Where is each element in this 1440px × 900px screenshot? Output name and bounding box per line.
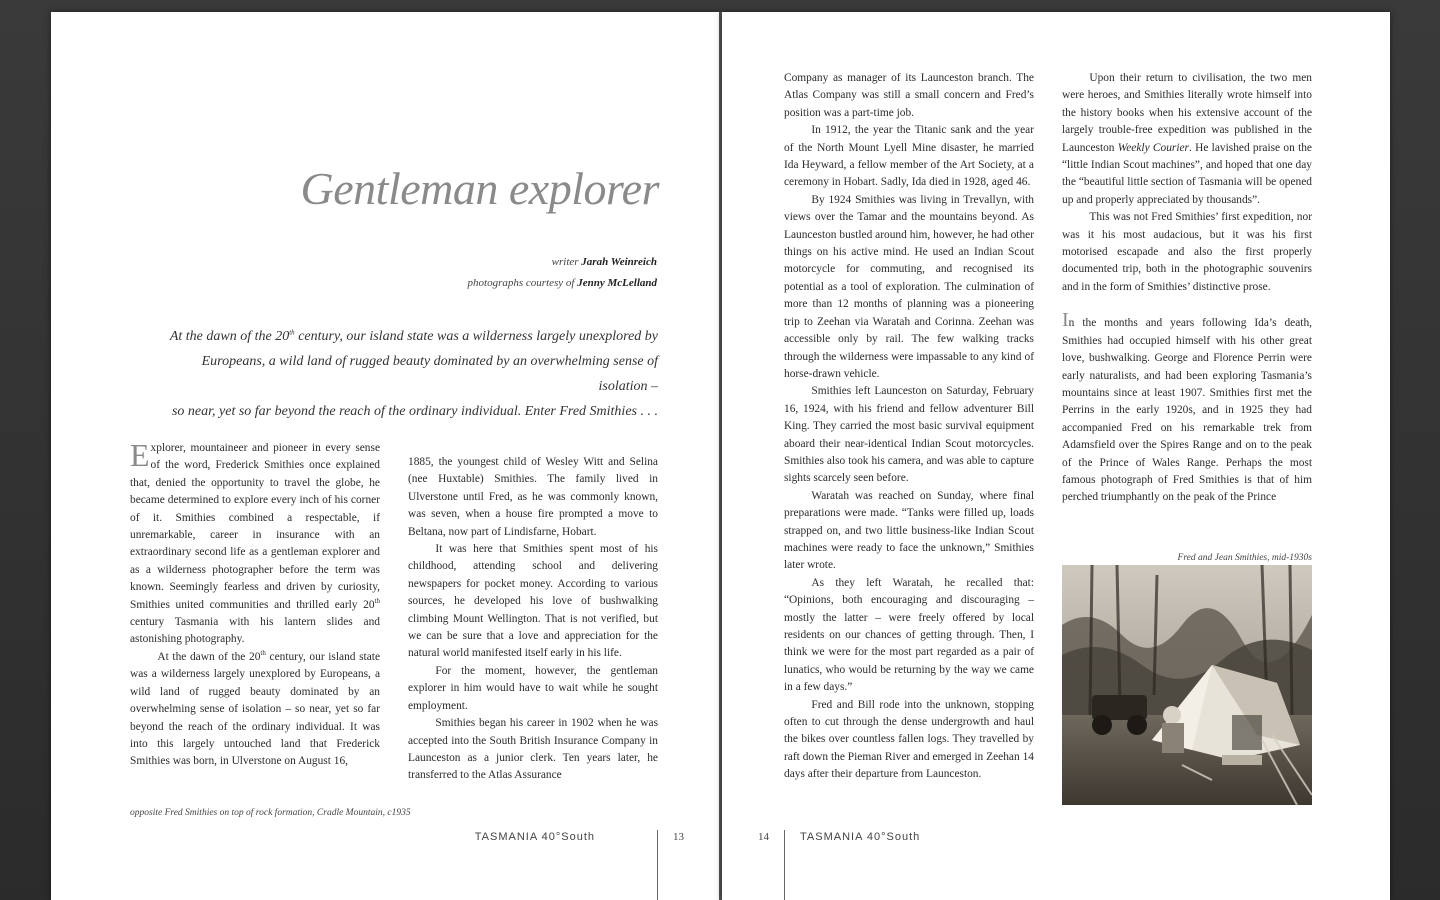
paragraph: At the dawn of the 20th century, our island state was a wilderness largely unexplored by Europeans, a wild land of rugged beauty dominated by an overwhelming sense of isolation – so near, yet so far beyond the reach of the ordinary individual. It was into this largely untouched land that Frederick Smithies was born, in Ulverstone on August 16, (130, 649, 381, 768)
body-column-1 (130, 437, 381, 771)
writer-credit (468, 252, 657, 273)
intro-line-1: At the dawn of the 20th century, our island state was a wilderness largely unexplored by (169, 328, 658, 344)
paragraph: By 1924 Smithies was living in Trevallyn, with views over the Tamar and the mountains beyond. As Launceston bustled around him, however, he had other things on his active mind. He used an Indian Scout motorcycle for commuting, and recognised its potential as a tool of exploration. The culmination of more than 12 months of planning was a pioneering trip to Zeehan via Waratah and Corinna. Zeehan was accessible only by rail. The few walking tracks through the wilderness were impassable to any kind of horse-drawn vehicle. (784, 193, 1034, 380)
paragraph: In 1912, the year the Titanic sank and the year of the North Mount Lyell Mine disaster, he married Ida Heyward, a fellow member of the Art Society, at a ceremony in Hobart. Sadly, Ida died in 1928, aged 46. (784, 124, 1034, 189)
body-column-2 (408, 454, 658, 785)
body-column-4 (1062, 70, 1312, 507)
writer-label: writer (551, 256, 579, 268)
paragraph: It was here that Smithies spent most of his childhood, attending school and delivering newspapers for pocket money. According to various sources, he developed his love of bushwalking climbing Mount Wellington. That is not verified, but we can be sure that a love and appreciation for the natural world manifested itself early in his life. (408, 543, 658, 660)
photos-label: photographs courtesy of (467, 277, 575, 289)
writer-name: Jarah Weinreich (581, 256, 657, 268)
drop-cap: E (130, 437, 150, 473)
magazine-name: TASMANIA 40°South (800, 831, 921, 843)
page-number: 13 (673, 831, 684, 843)
paragraph: For the moment, however, the gentleman explorer in him would have to wait while he sought employment. (408, 664, 658, 712)
paragraph: Upon their return to civilisation, the two men were heroes, and Smithies literally wrote himself into the history books when his extensive account of the largely trouble-free expedition was published in the Launceston Weekly Courier. He lavished praise on the “little Indian Scout machines”, and hoped that one day the “beautiful little section of Tasmania will be opened up and properly appreciated by thousands”. (1062, 72, 1312, 206)
newspaper-title: Weekly Courier (1117, 141, 1189, 154)
paragraph: 1885, the youngest child of Wesley Witt and Selina (nee Huxtable) Smithies. The family lived in Ulverstone until Fred, as he was commonly known, was seven, when a house fire prompted a move to Beltana, now part of Lindisfarne, Hobart. (408, 456, 658, 538)
opposite-caption: opposite Fred Smithies on top of rock formation, Cradle Mountain, c1935 (130, 808, 411, 818)
article-title: Gentleman explorer (300, 163, 659, 214)
paragraph: This was not Fred Smithies’ first expedition, nor was it his most audacious, but it was his first motorised escapade and also the first properly documented trip, both in the photographic souvenirs and in the form of Smithies’ distinctive prose. (1062, 211, 1312, 293)
paragraph: In the months and years following Ida’s death, Smithies had occupied himself with his other great love, bushwalking. George and Florence Perrin were early naturalists, and had been exploring Tasmania’s mountains since at least 1907. Smithies first met the Perrins in the early 1920s, and in 1925 they had accompanied Fred on his remarkable trek from Adamsfield over the Spires Range and on to the peak of the Prince of Wales Range. Perhaps the most famous photograph of Fred Smithies is that of him perched triumphantly on the peak of the Prince (1062, 309, 1312, 504)
footer-rule (657, 830, 658, 900)
photo-credit (468, 273, 657, 294)
paragraph: As they left Waratah, he recalled that: “Opinions, both encouraging and discouraging – mostly the latter – were freely offered by local residents on our chances of getting through. Then, I think we were for the most part regarded as a pair of lunatics, who would be returning by the way we came in a few days.” (784, 576, 1034, 694)
paragraph: Company as manager of its Launceston branch. The Atlas Company was still a small concern and Fred’s position was a part-time job. (784, 72, 1034, 119)
page-14 (722, 12, 1390, 900)
camp-photo (1062, 565, 1312, 805)
page-number: 14 (758, 831, 769, 843)
intro-line-2: Europeans, a wild land of rugged beauty dominated by an overwhelming sense of isolation – (201, 354, 658, 394)
photos-name: Jenny McLelland (577, 277, 657, 289)
footer-rule (784, 830, 785, 900)
page-13 (51, 12, 719, 900)
drop-cap: I (1062, 309, 1069, 332)
paragraph: Explorer, mountaineer and pioneer in every sense of the word, Frederick Smithies once explained that, denied the opportunity to travel the globe, he became determined to explore every inch of his corner of it. Smithies combined a respectable, if unremarkable, career in insurance with an extraordinary second life as a gentleman explorer and as a wilderness photographer before the term was known. Seemingly fearless and driven by curiosity, Smithies united communities and thrilled early 20th century Tasmania with his lantern slides and astonishing photography. (130, 437, 380, 646)
paragraph: Waratah was reached on Sunday, where final preparations were made. “Tanks were filled up, loads strapped on, and two little business-like Indian Scout machines were ready to face the unknown,” Smithies later wrote. (784, 489, 1034, 572)
photo-caption: Fred and Jean Smithies, mid-1930s (1177, 553, 1312, 563)
body-column-3 (784, 70, 1034, 784)
magazine-name: TASMANIA 40°South (474, 831, 595, 843)
intro-line-3: so near, yet so far beyond the reach of the ordinary individual. Enter Fred Smithies . . . (171, 404, 658, 419)
paragraph: Smithies began his career in 1902 when he was accepted into the South British Insurance Company in Launceston as a junior clerk. Ten years later, he transferred to the Atlas Assurance (408, 717, 658, 782)
intro-standfirst (151, 324, 658, 424)
paragraph: Smithies left Launceston on Saturday, February 16, 1924, with his friend and fellow adventurer Bill King. They carried the most basic survival equipment aboard their near-identical Indian Scout motorcycles. Smithies also took his camera, and was able to capture sights scarcely seen before. (784, 385, 1034, 485)
byline (468, 252, 657, 294)
paragraph: Fred and Bill rode into the unknown, stopping often to cut through the dense undergrowth and haul the bikes over countless fallen logs. They travelled by raft down the Pieman River and emerged in Zeehan 14 days after their departure from Launceston. (784, 698, 1034, 781)
